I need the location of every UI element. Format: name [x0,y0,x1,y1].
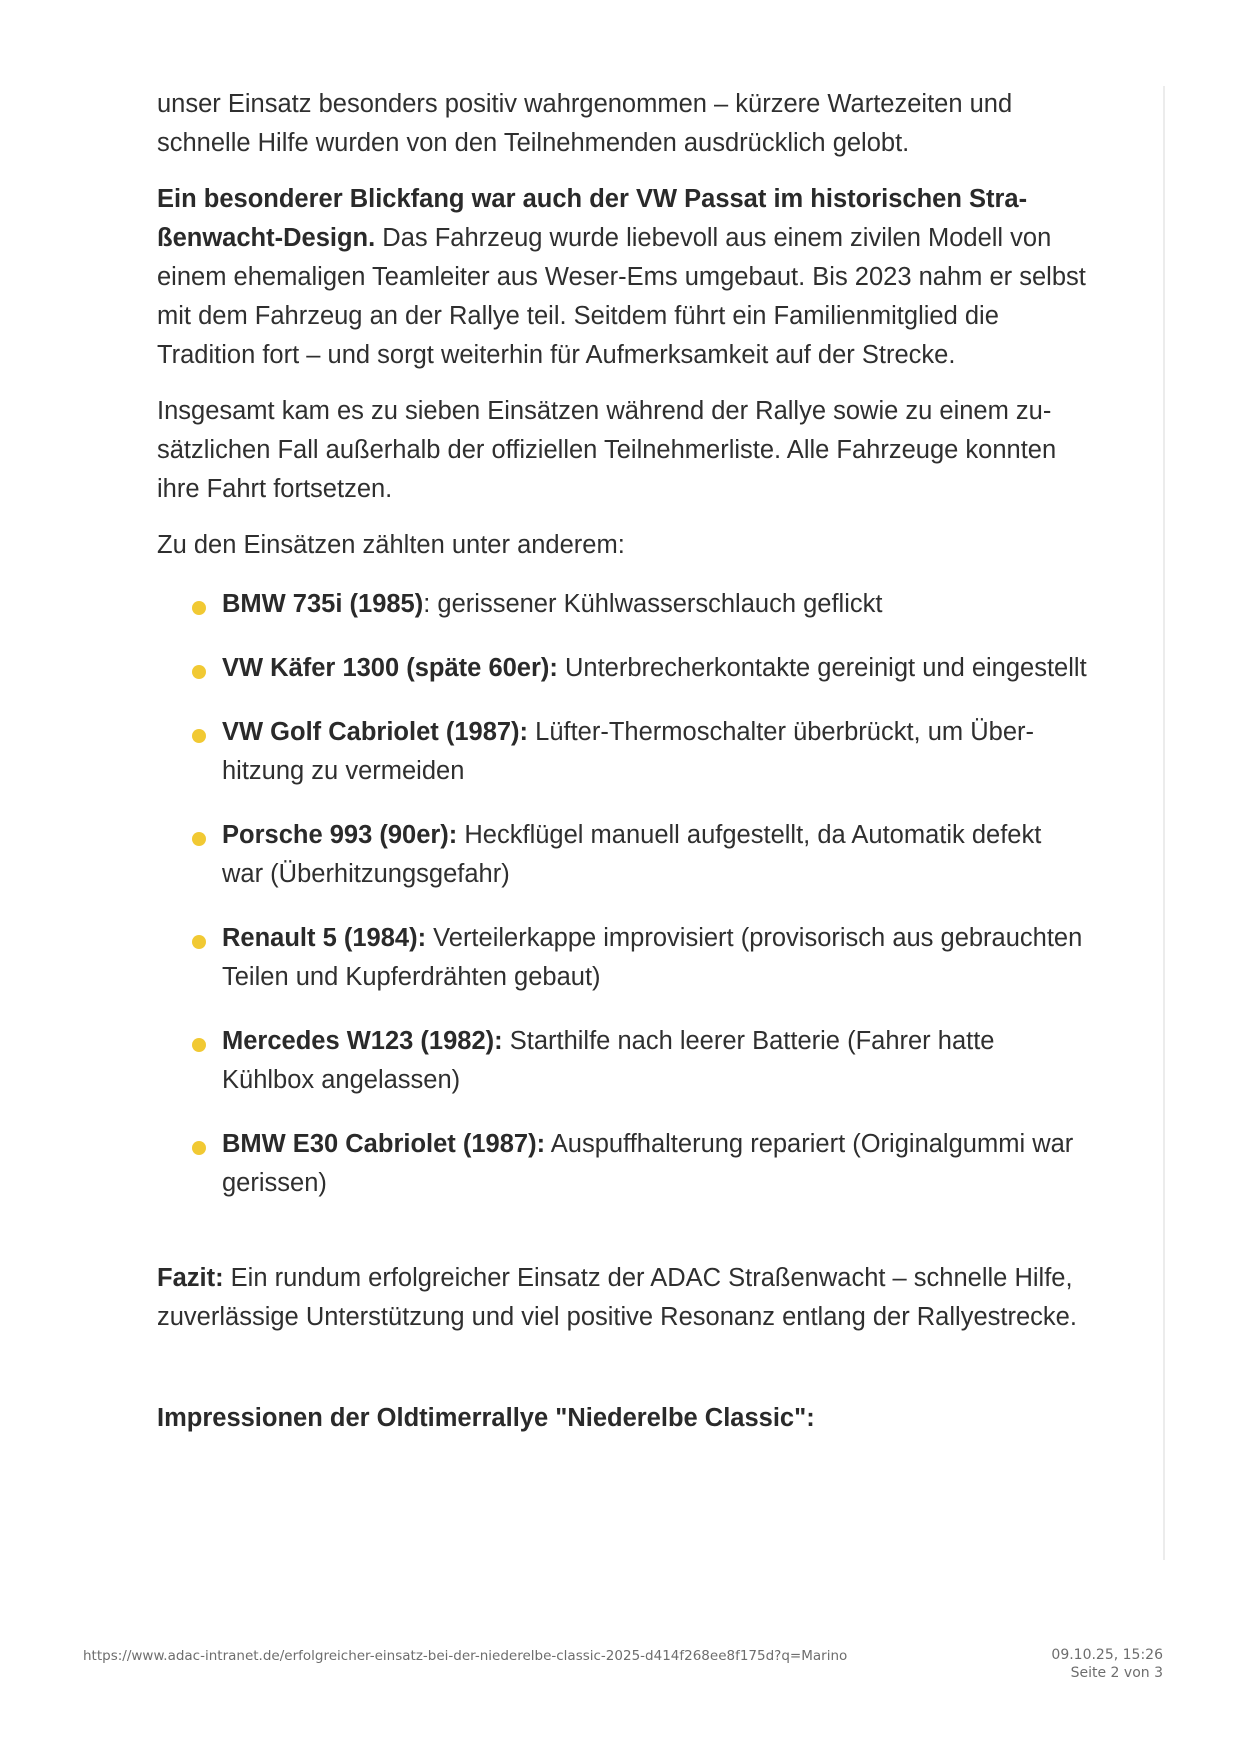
vehicle-name: Porsche 993 (90er): [222,821,458,849]
vehicle-name: VW Golf Cabriolet (1987): [222,718,529,746]
separator [503,1027,510,1055]
bullet-dot-icon [192,832,206,846]
passat-text: Das Fahrzeug wurde liebevoll aus einem zivilen Modell von einem ehemaligen Teamleiter aus Weser-Ems umgebaut. Bis 2023 nahm er selbst mit dem Fahrzeug an der Rallye teil. Seitdem führt ein Familienmitglied die Tradition fort – und sorgt weiterhin für Aufmerksamkeit auf der Strecke. [157,224,1086,369]
print-datetime: 09.10.25, 15:26 [1051,1647,1163,1663]
impressions-heading: Impressionen der Oldtimerrallye "Niederelbe Classic": [157,1404,815,1432]
footer-url: https://www.adac-intranet.de/erfolgreicher-einsatz-bei-der-niederelbe-classic-2025-d414f268ee8f175d?q=Marino [83,1648,848,1664]
bullet-dot-icon [192,1141,206,1155]
footer-meta [1051,1646,1163,1682]
incident-action: Unterbrecherkontakte gereinigt und eingestellt [565,654,1087,682]
separator: : [423,590,438,618]
incident-action: Lüfter-Thermoschalter überbrückt, um Überhitzung zu vermeiden [222,718,1034,785]
list-intro: Zu den Einsätzen zählten unter anderem: [157,531,625,559]
separator [558,654,565,682]
vehicle-name: Mercedes W123 (1982): [222,1027,503,1055]
incident-action: gerissener Kühlwasserschlauch geflickt [437,590,883,618]
list-item [157,713,1087,791]
page-number: Seite 2 von 3 [1070,1665,1163,1681]
bullet-dot-icon [192,1038,206,1052]
fazit-label: Fazit: [157,1264,224,1292]
incident-action: Verteilerkappe improvisiert (provisorisch aus gebrauchten Teilen und Kupferdrähten gebaut) [222,924,1083,991]
vehicle-name: Renault 5 (1984): [222,924,427,952]
incident-action: Heckflügel manuell aufgestellt, da Automatik defekt war (Überhitzungsgefahr) [222,821,1042,888]
passat-highlight: Ein besonderer Blickfang war auch der VW Passat im historischen Straßenwacht-Design. [157,185,1028,252]
summary-paragraph: Insgesamt kam es zu sieben Einsätzen während der Rallye sowie zu einem zusätzlichen Fall außerhalb der offiziellen Teilnehmerliste. Alle Fahrzeuge konnten ihre Fahrt fortsetzen. [157,397,1057,503]
bullet-dot-icon [192,935,206,949]
fazit-paragraph [157,1259,1087,1337]
fazit-text: Ein rundum erfolgreicher Einsatz der ADAC Straßenwacht – schnelle Hilfe, zuverlässige Unterstützung und viel positive Resonanz entlang der Rallyestrecke. [157,1264,1077,1331]
passat-paragraph [157,180,1087,375]
vehicle-name: VW Käfer 1300 (späte 60er): [222,654,558,682]
list-item [157,649,1087,688]
list-item [157,919,1087,997]
incident-action: Auspuffhalterung repariert (Originalgummi war gerissen) [222,1130,1074,1197]
bullet-dot-icon [192,665,206,679]
incident-list [157,585,1087,1203]
list-item [157,1125,1087,1203]
bullet-dot-icon [192,729,206,743]
intro-paragraph: unser Einsatz besonders positiv wahrgenommen – kürzere Wartezeiten und schnelle Hilfe wurden von den Teilnehmenden ausdrücklich gelobt. [157,90,1013,157]
list-item [157,1022,1087,1100]
vehicle-name: BMW 735i (1985) [222,590,424,618]
incident-action: Starthilfe nach leerer Batterie (Fahrer hatte Kühlbox angelassen) [222,1027,995,1094]
article-body [157,85,1087,1438]
page-edge-divider [1163,86,1165,1560]
bullet-dot-icon [192,601,206,615]
list-item [157,585,1087,624]
list-item [157,816,1087,894]
vehicle-name: BMW E30 Cabriolet (1987): [222,1130,546,1158]
